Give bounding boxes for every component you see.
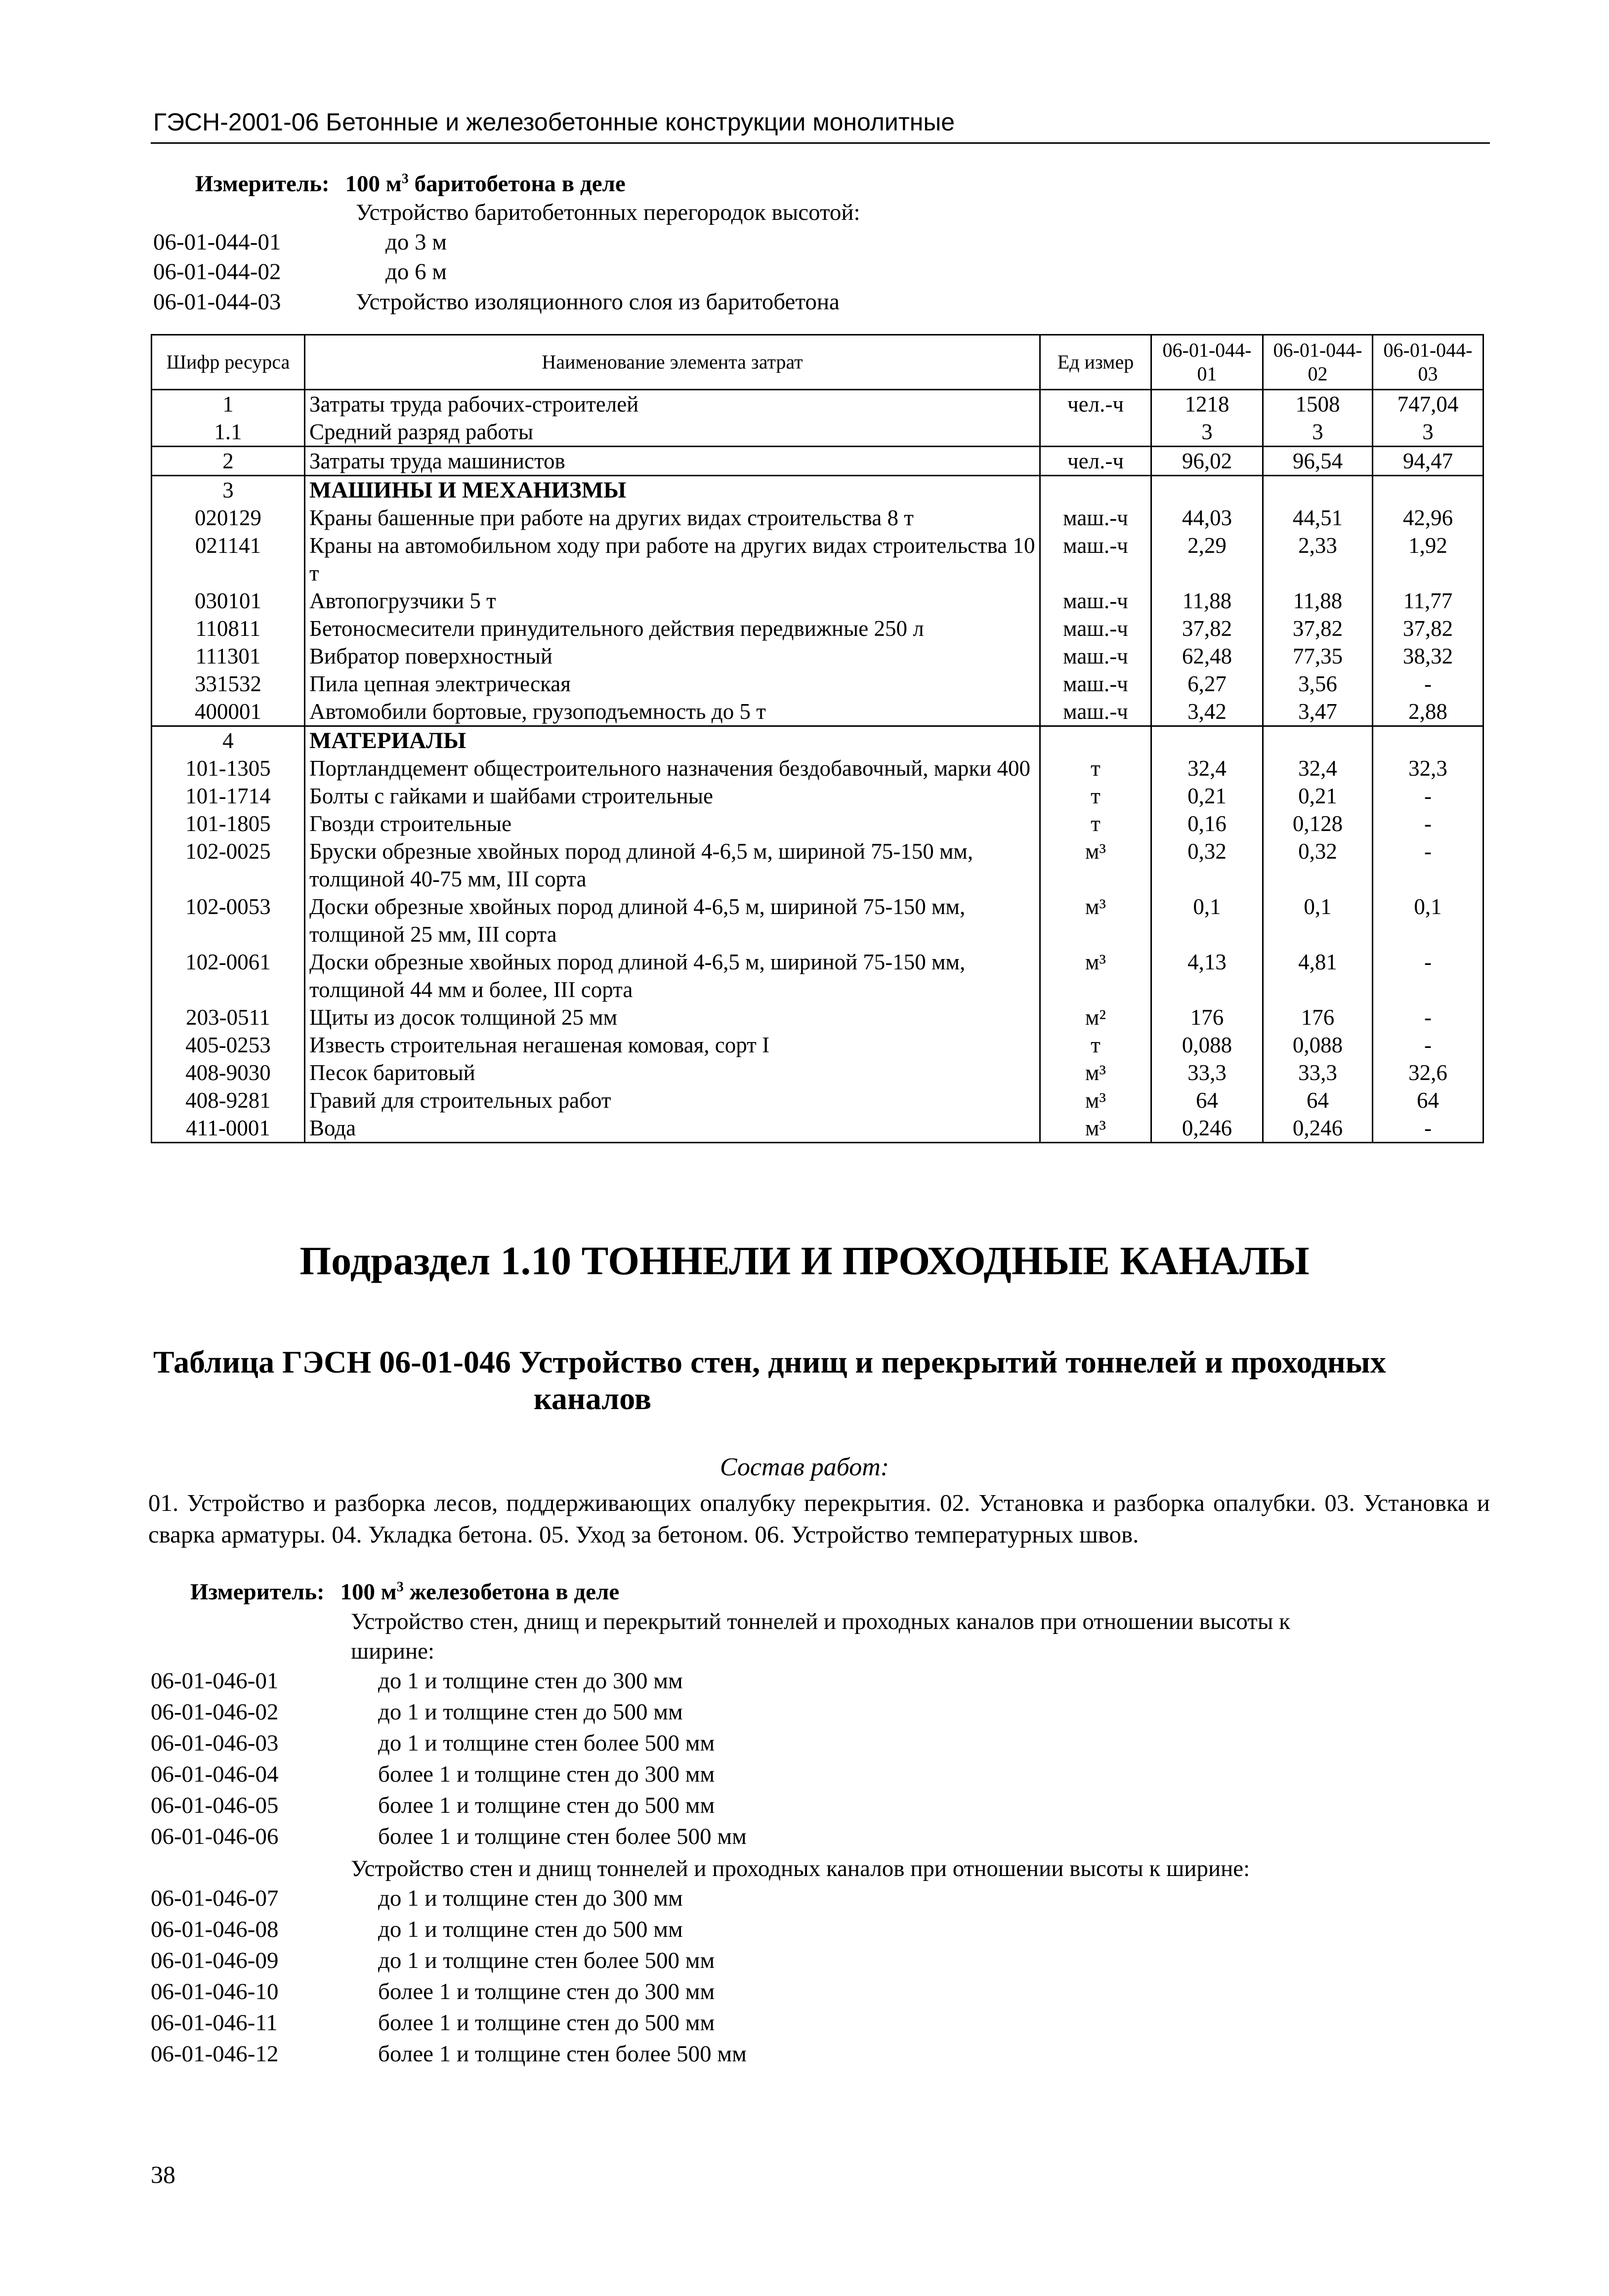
meter-value: 100 м (345, 171, 402, 197)
code-06-01-046-03-desc: до 1 и толщине стен более 500 мм (378, 1730, 715, 1756)
code-06-01-046-02-desc: до 1 и толщине стен до 500 мм (378, 1699, 683, 1725)
cell-044-01: 2,29 (1151, 532, 1263, 587)
code-06-01-046-03: 06-01-046-03 (151, 1730, 279, 1756)
cell-unit: маш.-ч (1040, 504, 1151, 532)
code-06-01-046-02: 06-01-046-02 (151, 1699, 279, 1725)
cell-unit: маш.-ч (1040, 698, 1151, 726)
cell-name: Автопогрузчики 5 т (305, 587, 1040, 615)
code-06-01-046-08-desc: до 1 и толщине стен до 500 мм (378, 1917, 683, 1942)
table-row (152, 726, 1483, 755)
code-06-01-046-06: 06-01-046-06 (151, 1824, 279, 1849)
cell-044-01: 32,4 (1151, 754, 1263, 782)
meter-line-1 (195, 170, 626, 197)
cell-044-01 (1151, 726, 1263, 755)
table-title (153, 1344, 1487, 1417)
table-row (152, 1114, 1483, 1143)
code-06-01-046-04: 06-01-046-04 (151, 1761, 279, 1787)
code-044-02-desc: до 6 м (385, 259, 447, 285)
cell-044-02: 44,51 (1263, 504, 1373, 532)
cell-code: 102-0061 (152, 948, 305, 1003)
cell-name: Средний разряд работы (305, 418, 1040, 447)
cell-044-01: 33,3 (1151, 1059, 1263, 1086)
table-row (152, 1003, 1483, 1031)
table-row (152, 948, 1483, 1003)
cell-044-03: 64 (1373, 1086, 1483, 1114)
cell-044-01: 44,03 (1151, 504, 1263, 532)
table-header-row (152, 335, 1483, 390)
cell-044-01: 11,88 (1151, 587, 1263, 615)
cell-044-01: 0,1 (1151, 893, 1263, 948)
cell-044-02: 0,246 (1263, 1114, 1373, 1143)
meter-label: Измеритель: (195, 171, 330, 197)
table-row (152, 782, 1483, 810)
cell-044-03: - (1373, 782, 1483, 810)
cell-044-03: 32,3 (1373, 754, 1483, 782)
cell-044-03: 1,92 (1373, 532, 1483, 587)
meter2-value: 100 м (340, 1579, 397, 1605)
cell-unit: м³ (1040, 948, 1151, 1003)
cell-044-03: 32,6 (1373, 1059, 1483, 1086)
code-06-01-046-10-desc: более 1 и толщине стен до 300 мм (378, 1979, 715, 2004)
cell-name: Краны башенные при работе на других видах строительства 8 т (305, 504, 1040, 532)
cell-044-02: 11,88 (1263, 587, 1373, 615)
cell-044-03: 2,88 (1373, 698, 1483, 726)
cell-044-01: 176 (1151, 1003, 1263, 1031)
cell-044-01: 4,13 (1151, 948, 1263, 1003)
cell-name: Краны на автомобильном ходу при работе на других видах строительства 10 т (305, 532, 1040, 587)
cell-unit (1040, 418, 1151, 447)
code-06-01-046-11-desc: более 1 и толщине стен до 500 мм (378, 2010, 715, 2036)
code-06-01-046-09-desc: до 1 и толщине стен более 500 мм (378, 1948, 715, 1973)
cell-044-03: - (1373, 1031, 1483, 1059)
page-number: 38 (151, 2161, 175, 2188)
cell-unit: т (1040, 810, 1151, 837)
cell-code: 030101 (152, 587, 305, 615)
cell-unit (1040, 726, 1151, 755)
table-row (152, 532, 1483, 587)
cell-name: Щиты из досок толщиной 25 мм (305, 1003, 1040, 1031)
cell-code: 203-0511 (152, 1003, 305, 1031)
group1-title-l2: ширине: (351, 1638, 435, 1664)
code-06-01-046-07-desc: до 1 и толщине стен до 300 мм (378, 1885, 683, 1911)
col-header-code: Шифр ресурса (152, 335, 305, 390)
table-row (152, 893, 1483, 948)
cell-code: 4 (152, 726, 305, 755)
table-row (152, 754, 1483, 782)
cell-name: Автомобили бортовые, грузоподъемность до 5 т (305, 698, 1040, 726)
cell-code: 2 (152, 447, 305, 476)
cell-044-03: - (1373, 1003, 1483, 1031)
cell-044-01: 37,82 (1151, 615, 1263, 642)
cell-044-03: 38,32 (1373, 642, 1483, 670)
cell-name: Вода (305, 1114, 1040, 1143)
cell-044-01: 0,21 (1151, 782, 1263, 810)
cell-044-01: 1218 (1151, 390, 1263, 418)
cell-044-03: - (1373, 670, 1483, 698)
cell-044-02: 0,32 (1263, 837, 1373, 893)
cell-044-02: 32,4 (1263, 754, 1373, 782)
cell-unit: м² (1040, 1003, 1151, 1031)
cell-name: Доски обрезные хвойных пород длиной 4-6,5 м, шириной 75-150 мм, толщиной 44 мм и более, III сорта (305, 948, 1040, 1003)
cell-044-02: 3,56 (1263, 670, 1373, 698)
cell-unit: маш.-ч (1040, 642, 1151, 670)
code-044-03-desc: Устройство изоляционного слоя из баритобетона (356, 289, 840, 315)
cell-code: 400001 (152, 698, 305, 726)
table-row (152, 615, 1483, 642)
cell-name: Болты с гайками и шайбами строительные (305, 782, 1040, 810)
table-row (152, 418, 1483, 447)
cell-name: Гвозди строительные (305, 810, 1040, 837)
code-06-01-046-05: 06-01-046-05 (151, 1793, 279, 1818)
table-row (152, 476, 1483, 504)
cell-044-02: 0,128 (1263, 810, 1373, 837)
meter-sup: 3 (401, 171, 409, 187)
col-header-044-02: 06-01-044-02 (1263, 335, 1373, 390)
cell-044-02: 1508 (1263, 390, 1373, 418)
cell-name: Известь строительная негашеная комовая, сорт I (305, 1031, 1040, 1059)
cell-044-03 (1373, 476, 1483, 504)
cell-name: Портландцемент общестроительного назначения бездобавочный, марки 400 (305, 754, 1040, 782)
cell-code: 408-9030 (152, 1059, 305, 1086)
table-row (152, 447, 1483, 476)
cell-code: 110811 (152, 615, 305, 642)
col-header-044-03: 06-01-044-03 (1373, 335, 1483, 390)
cell-044-01: 0,32 (1151, 837, 1263, 893)
header-rule (151, 142, 1490, 144)
cell-unit (1040, 476, 1151, 504)
table-row (152, 1086, 1483, 1114)
work-heading: Состав работ: (720, 1453, 889, 1481)
group2-title: Устройство стен и днищ тоннелей и проходных каналов при отношении высоты к ширине: (351, 1856, 1250, 1881)
cell-044-02 (1263, 726, 1373, 755)
cell-unit: чел.-ч (1040, 390, 1151, 418)
cell-name: МАШИНЫ И МЕХАНИЗМЫ (305, 476, 1040, 504)
cell-code: 411-0001 (152, 1114, 305, 1143)
cell-name: Песок баритовый (305, 1059, 1040, 1086)
cell-unit: м³ (1040, 1114, 1151, 1143)
col-header-044-01: 06-01-044-01 (1151, 335, 1263, 390)
cell-044-03: - (1373, 948, 1483, 1003)
cell-044-02: 3,47 (1263, 698, 1373, 726)
cell-044-01: 0,246 (1151, 1114, 1263, 1143)
cell-unit: маш.-ч (1040, 670, 1151, 698)
cell-044-02: 2,33 (1263, 532, 1373, 587)
cell-code: 021141 (152, 532, 305, 587)
cell-044-01: 0,16 (1151, 810, 1263, 837)
code-06-01-046-09: 06-01-046-09 (151, 1948, 279, 1973)
cell-044-02 (1263, 476, 1373, 504)
cell-unit: т (1040, 754, 1151, 782)
table-row (152, 587, 1483, 615)
table-row (152, 810, 1483, 837)
cell-044-03: 37,82 (1373, 615, 1483, 642)
cell-044-02: 0,088 (1263, 1031, 1373, 1059)
resource-table (151, 334, 1484, 1143)
cell-044-02: 33,3 (1263, 1059, 1373, 1086)
code-06-01-046-11: 06-01-046-11 (151, 2010, 278, 2036)
cell-name: Гравий для строительных работ (305, 1086, 1040, 1114)
cell-name: Затраты труда машинистов (305, 447, 1040, 476)
cell-unit: чел.-ч (1040, 447, 1151, 476)
cell-name: Доски обрезные хвойных пород длиной 4-6,5 м, шириной 75-150 мм, толщиной 25 мм, III сорта (305, 893, 1040, 948)
table-row (152, 698, 1483, 726)
cell-code: 331532 (152, 670, 305, 698)
cell-unit: т (1040, 782, 1151, 810)
code-06-01-046-10: 06-01-046-10 (151, 1979, 279, 2004)
code-044-01: 06-01-044-01 (153, 229, 281, 255)
cell-044-03: - (1373, 810, 1483, 837)
cell-code: 3 (152, 476, 305, 504)
cell-code: 111301 (152, 642, 305, 670)
table-row (152, 1031, 1483, 1059)
cell-044-01: 64 (1151, 1086, 1263, 1114)
cell-code: 405-0253 (152, 1031, 305, 1059)
meter2-sup: 3 (396, 1579, 404, 1595)
cell-044-02: 3 (1263, 418, 1373, 447)
cell-name: Затраты труда рабочих-строителей (305, 390, 1040, 418)
cell-044-03: - (1373, 837, 1483, 893)
cell-044-01: 3,42 (1151, 698, 1263, 726)
meter2-tail: железобетона в деле (403, 1579, 620, 1605)
table-row (152, 670, 1483, 698)
code-06-01-046-04-desc: более 1 и толщине стен до 300 мм (378, 1761, 715, 1787)
cell-unit: м³ (1040, 893, 1151, 948)
cell-unit: т (1040, 1031, 1151, 1059)
cell-044-03: - (1373, 1114, 1483, 1143)
meter-tail: баритобетона в деле (408, 171, 626, 197)
cell-044-02: 0,1 (1263, 893, 1373, 948)
group1-title-l1: Устройство стен, днищ и перекрытий тоннелей и проходных каналов при отношении высоты к (351, 1609, 1290, 1634)
code-06-01-046-12: 06-01-046-12 (151, 2041, 279, 2067)
table-row (152, 390, 1483, 418)
cell-code: 1.1 (152, 418, 305, 447)
cell-name: МАТЕРИАЛЫ (305, 726, 1040, 755)
cell-044-02: 0,21 (1263, 782, 1373, 810)
cell-unit: маш.-ч (1040, 532, 1151, 587)
table-row (152, 837, 1483, 893)
meter-line-2 (190, 1579, 619, 1605)
cell-044-01: 96,02 (1151, 447, 1263, 476)
col-header-unit: Ед измер (1040, 335, 1151, 390)
group-title-044: Устройство баритобетонных перегородок высотой: (356, 200, 860, 225)
work-text: 01. Устройство и разборка лесов, поддерживающих опалубку перекрытия. 02. Установка и разборка опалубки. 03. Установка и сварка арматуры. 04. Укладка бетона. 05. Уход за бетоном. 06. Устройство температурных швов. (148, 1489, 1490, 1548)
cell-044-03: 42,96 (1373, 504, 1483, 532)
cell-code: 408-9281 (152, 1086, 305, 1114)
cell-044-02: 77,35 (1263, 642, 1373, 670)
cell-unit: м³ (1040, 1059, 1151, 1086)
cell-code: 101-1714 (152, 782, 305, 810)
cell-code: 102-0053 (152, 893, 305, 948)
cell-code: 101-1805 (152, 810, 305, 837)
meter2-label: Измеритель: (190, 1579, 325, 1605)
subsection-title: Подраздел 1.10 ТОННЕЛИ И ПРОХОДНЫЕ КАНАЛЫ (299, 1238, 1310, 1283)
cell-044-02: 176 (1263, 1003, 1373, 1031)
table-title-line1: Таблица ГЭСН 06-01-046 Устройство стен, днищ и перекрытий тоннелей и проходных (153, 1344, 1386, 1379)
cell-name: Бетоносмесители принудительного действия передвижные 250 л (305, 615, 1040, 642)
running-header: ГЭСН-2001-06 Бетонные и железобетонные конструкции монолитные (153, 108, 955, 136)
cell-044-03: 3 (1373, 418, 1483, 447)
cell-044-03 (1373, 726, 1483, 755)
code-06-01-046-06-desc: более 1 и толщине стен более 500 мм (378, 1824, 747, 1849)
cell-044-03: 94,47 (1373, 447, 1483, 476)
cell-044-01: 0,088 (1151, 1031, 1263, 1059)
cell-name: Вибратор поверхностный (305, 642, 1040, 670)
cell-044-03: 0,1 (1373, 893, 1483, 948)
code-044-01-desc: до 3 м (385, 229, 447, 255)
code-06-01-046-07: 06-01-046-07 (151, 1885, 279, 1911)
cell-044-02: 64 (1263, 1086, 1373, 1114)
cell-044-03: 11,77 (1373, 587, 1483, 615)
code-044-02: 06-01-044-02 (153, 259, 281, 285)
cell-code: 102-0025 (152, 837, 305, 893)
code-06-01-046-01-desc: до 1 и толщине стен до 300 мм (378, 1668, 683, 1694)
cell-unit: маш.-ч (1040, 587, 1151, 615)
code-06-01-046-08: 06-01-046-08 (151, 1917, 279, 1942)
code-044-03: 06-01-044-03 (153, 289, 281, 315)
table-title-line2: каналов (534, 1381, 652, 1416)
cell-name: Бруски обрезные хвойных пород длиной 4-6,5 м, шириной 75-150 мм, толщиной 40-75 мм, III сорта (305, 837, 1040, 893)
cell-044-01: 6,27 (1151, 670, 1263, 698)
table-row (152, 642, 1483, 670)
col-header-name: Наименование элемента затрат (305, 335, 1040, 390)
cell-044-02: 96,54 (1263, 447, 1373, 476)
code-06-01-046-01: 06-01-046-01 (151, 1668, 279, 1694)
cell-044-03: 747,04 (1373, 390, 1483, 418)
cell-044-01: 3 (1151, 418, 1263, 447)
cell-code: 1 (152, 390, 305, 418)
cell-044-01 (1151, 476, 1263, 504)
table-row (152, 1059, 1483, 1086)
cell-name: Пила цепная электрическая (305, 670, 1040, 698)
cell-unit: маш.-ч (1040, 615, 1151, 642)
cell-unit: м³ (1040, 837, 1151, 893)
cell-code: 101-1305 (152, 754, 305, 782)
cell-code: 020129 (152, 504, 305, 532)
cell-044-02: 4,81 (1263, 948, 1373, 1003)
cell-unit: м³ (1040, 1086, 1151, 1114)
code-06-01-046-12-desc: более 1 и толщине стен более 500 мм (378, 2041, 747, 2067)
table-row (152, 504, 1483, 532)
cell-044-01: 62,48 (1151, 642, 1263, 670)
cell-044-02: 37,82 (1263, 615, 1373, 642)
code-06-01-046-05-desc: более 1 и толщине стен до 500 мм (378, 1793, 715, 1818)
